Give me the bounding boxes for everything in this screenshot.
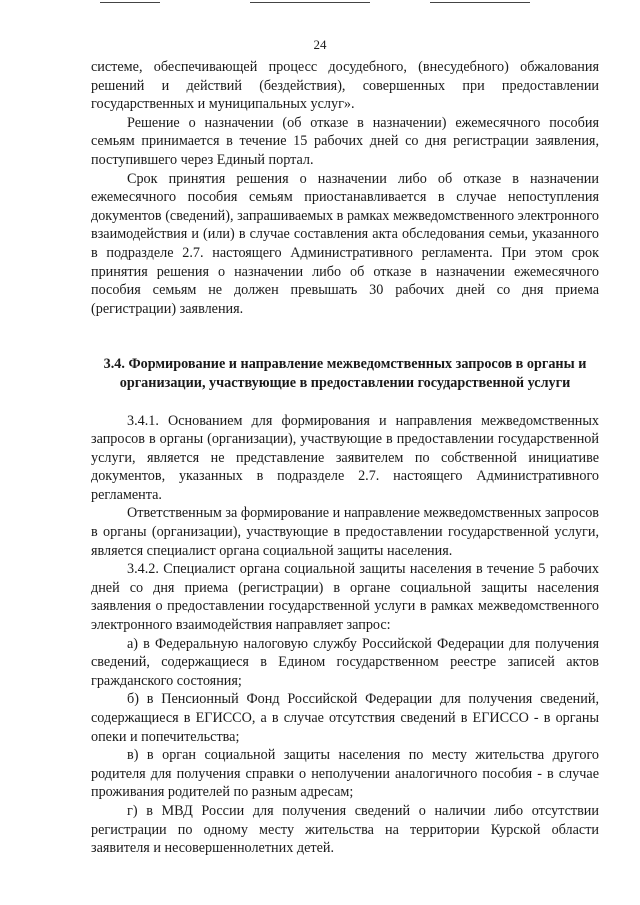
document-body bbox=[91, 58, 599, 858]
page-number: 24 bbox=[313, 37, 327, 52]
list-item-a: а) в Федеральную налоговую службу Российской Федерации для получения сведений, содержащиеся в Едином государственном реестре записей актов гражданского состояния; bbox=[91, 635, 599, 689]
paragraph-3-4-1: 3.4.1. Основанием для формирования и направления межведомственных запросов в органы (организации), участвующие в предоставлении государственной услуги, является не представление заявителем по собственной инициативе документов, указанных в подразделе 2.7. настоящего Административного регламента. bbox=[91, 412, 599, 503]
paragraph-3-4-2: 3.4.2. Специалист органа социальной защиты населения в течение 5 рабочих дней со дня приема (регистрации) в органе социальной защиты населения заявления о предоставлении государственной услуги в рамках межведомственного электронного взаимодействия направляет запрос: bbox=[91, 561, 599, 634]
section-heading-3-4: 3.4. Формирование и направление межведомственных запросов в органы и организации, участвующие в предоставлении государственной услуги bbox=[103, 356, 587, 391]
paragraph-decision-term: Решение о назначении (об отказе в назначении) ежемесячного пособия семьям принимается в течение 15 рабочих дней со дня регистрации заявления, поступившего через Единый портал. bbox=[91, 114, 599, 168]
paragraph-continuation: системе, обеспечивающей процесс досудебного, (внесудебного) обжалования решений и действий (бездействия), совершенных при предоставлении государственных и муниципальных услуг». bbox=[91, 59, 599, 113]
list-item-v: в) в орган социальной защиты населения по месту жительства другого родителя для получения справки о неполучении аналогичного пособия - в случае проживания родителей по разным адресам; bbox=[91, 747, 599, 801]
paragraph-responsible: Ответственным за формирование и направление межведомственных запросов в органы (организации), участвующие в предоставлении государственной услуги, является специалист органа социальной защиты населения. bbox=[91, 505, 599, 559]
paragraph-suspension: Срок принятия решения о назначении либо об отказе в назначении ежемесячного пособия семьям приостанавливается в случае непоступления документов (сведений), запрашиваемых в рамках межведомственного электронного взаимодействия и (или) в случае составления акта обследования семьи, указанного в подразделе 2.7. настоящего Административного регламента. При этом срок принятия решения о назначении либо об отказе в назначении ежемесячного пособия семьям не должен превышать 30 рабочих дней со дня приема (регистрации) заявления. bbox=[91, 170, 599, 317]
list-item-b: б) в Пенсионный Фонд Российской Федерации для получения сведений, содержащиеся в ЕГИССО, а в случае отсутствия сведений в ЕГИССО - в органы опеки и попечительства; bbox=[91, 691, 599, 745]
page-top-edge-lines bbox=[100, 0, 530, 6]
list-item-g: г) в МВД России для получения сведений о наличии либо отсутствии регистрации по одному месту жительства на территории Курской области заявителя и несовершеннолетних детей. bbox=[91, 802, 599, 857]
